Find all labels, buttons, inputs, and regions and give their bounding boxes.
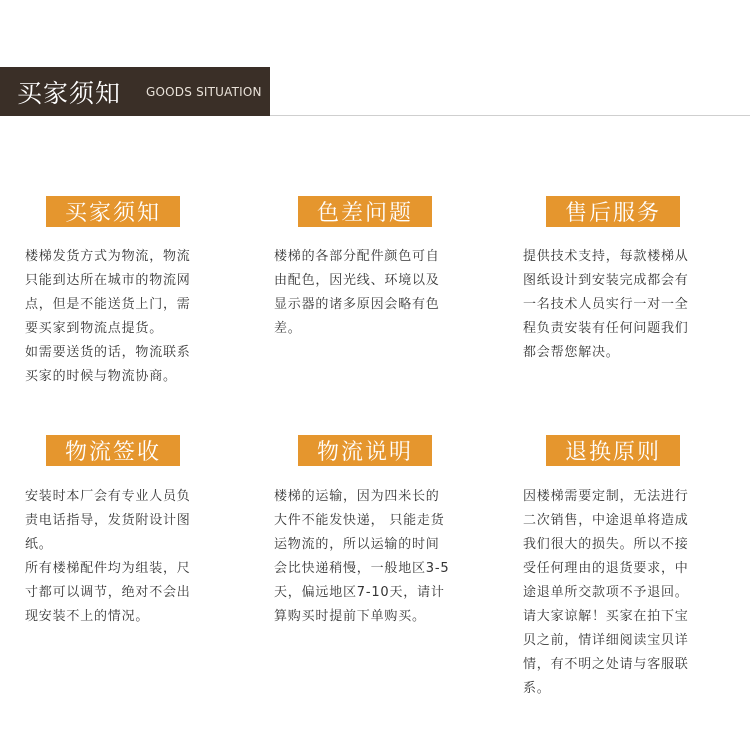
section-text-return-policy: 因楼梯需要定制，无法进行 二次销售，中途退单将造成 我们很大的损失。所以不接 受任何理由的退货要求，中 途退单所交款项不予退回。 请大家谅解！买家在拍下宝 贝之前，情详细阅读宝贝详 情，有不明之处请与客服联 系。 <box>523 489 689 696</box>
page-title: 买家须知 <box>17 78 122 108</box>
header-bar <box>0 67 270 116</box>
section-title-logistics-receipt: 物流签收 <box>46 435 180 466</box>
section-title-return-policy: 退换原则 <box>546 435 680 466</box>
section-title-color-difference: 色差问题 <box>298 196 432 227</box>
section-text-buyer-notice: 楼梯发货方式为物流，物流 只能到达所在城市的物流网 点，但是不能送货上门，需 要买家到物流点提货。 如需要送货的话，物流联系 买家的时候与物流协商。 <box>25 249 191 384</box>
section-title-buyer-notice: 买家须知 <box>46 196 180 227</box>
section-text-color-difference: 楼梯的各部分配件颜色可自 由配色，因光线、环境以及 显示器的诸多原因会略有色 差。 <box>274 249 440 336</box>
page-subtitle: GOODS SITUATION <box>146 84 262 99</box>
section-text-logistics-info: 楼梯的运输，因为四米长的 大件不能发快递， 只能走货 运物流的，所以运输的时间 会比快递稍慢，一般地区3-5 天，偏远地区7-10天，请计 算购买时提前下单购买。 <box>274 489 450 624</box>
section-title-after-sales: 售后服务 <box>546 196 680 227</box>
section-title-logistics-info: 物流说明 <box>298 435 432 466</box>
section-text-after-sales: 提供技术支持，每款楼梯从 图纸设计到安装完成都会有 一名技术人员实行一对一全 程负责安装有任何问题我们 都会帮您解决。 <box>523 249 689 360</box>
section-text-logistics-receipt: 安装时本厂会有专业人员负 责电话指导，发货附设计图 纸。 所有楼梯配件均为组装，尺 寸都可以调节，绝对不会出 现安装不上的情况。 <box>25 489 191 624</box>
